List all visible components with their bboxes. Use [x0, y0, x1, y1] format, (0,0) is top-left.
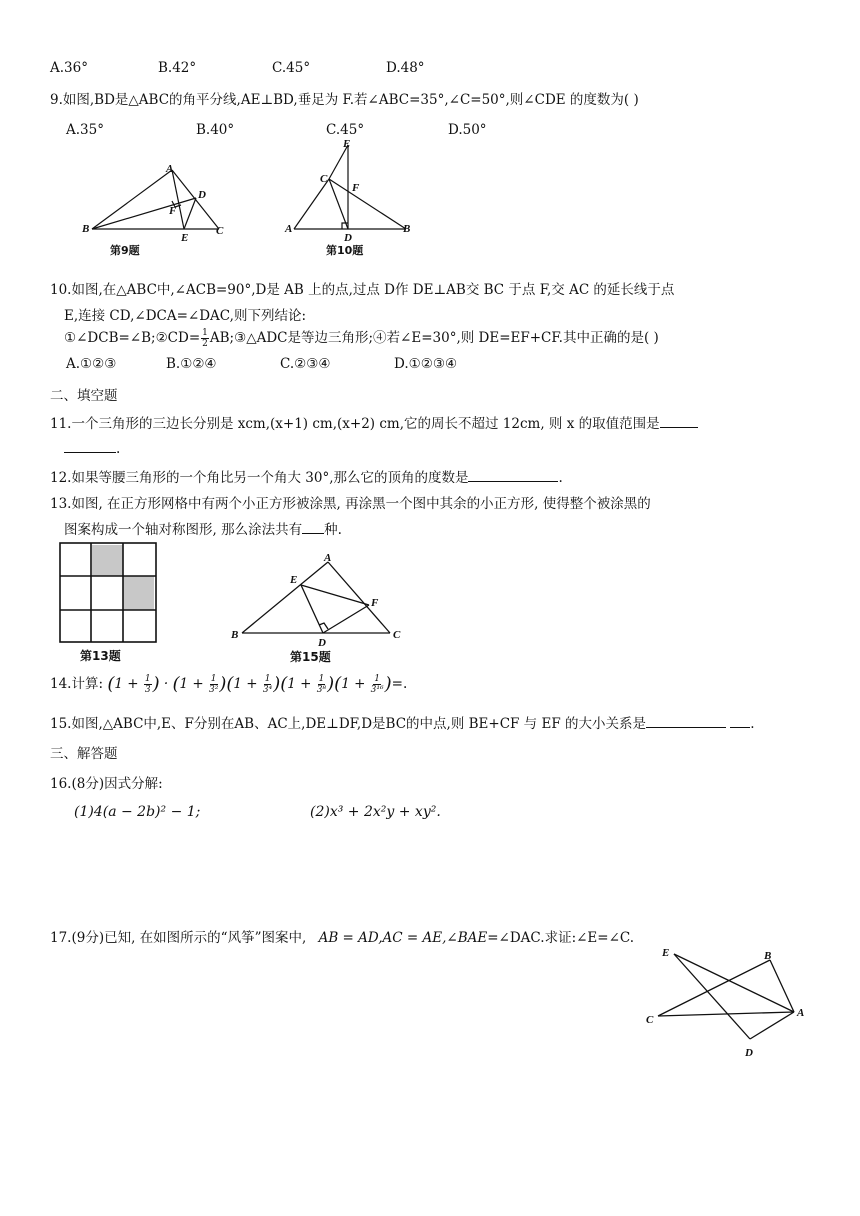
figure-q9 [80, 160, 240, 260]
fig10-label-c: C [320, 173, 328, 185]
fig9-label-c: C [216, 225, 224, 237]
q8-option-a: A.36° [50, 60, 88, 76]
q11-blank-2 [64, 438, 116, 453]
q15-line [50, 712, 755, 732]
q9-option-a: A.35° [66, 122, 104, 138]
q14-term2-num: 1 [210, 674, 217, 684]
q17-text: 17.(9分)已知, 在如图所示的“风筝”图案中, [50, 930, 307, 946]
q17-line [50, 926, 634, 946]
q16-part1: (1)4(a − 2b)² − 1; [74, 804, 201, 820]
fig17-label-e: E [662, 947, 670, 959]
fig15-label-b: B [231, 629, 239, 641]
fig10-label-b: B [403, 223, 411, 235]
q10-line2: E,连接 CD,∠DCA=∠DAC,则下列结论: [64, 308, 306, 324]
q15-blank-2 [730, 713, 750, 728]
q14-term1-num: 1 [144, 674, 151, 684]
q10-option-b: B.①②④ [166, 356, 217, 372]
q14-term3-den: 3⁴ [262, 685, 273, 695]
q12-blank [468, 467, 558, 482]
q14-term4-den: 3⁸ [316, 685, 327, 695]
q10-option-a: A.①②③ [66, 356, 117, 372]
q10-frac-num: 1 [202, 328, 208, 338]
fig9-caption: 第9题 [110, 244, 140, 257]
q10-line1: 10.如图,在△ABC中,∠ACB=90°,D是 AB 上的点,过点 D作 DE⊥AB交 BC 于点 F,交 AC 的延长线于点 [50, 282, 675, 298]
q13-line1: 13.如图, 在正方形网格中有两个小正方形被涂黑, 再涂黑一个图中其余的小正方形, 使得整个被涂黑的 [50, 496, 651, 512]
figure-q15 [228, 548, 412, 668]
q14-term3-num: 1 [264, 674, 271, 684]
q11-period: . [116, 441, 121, 457]
q9-text: 9.如图,BD是△ABC的角平分线,AE⊥BD,垂足为 F.若∠ABC=35°,∠C=50°,则∠CDE 的度数为( ) [50, 92, 639, 108]
q8-option-d: D.48° [386, 60, 425, 76]
fig17-label-a: A [797, 1007, 805, 1019]
q14-term5-num: 1 [374, 674, 381, 684]
q17-math: AB = AD,AC = AE,∠BAE [318, 930, 488, 946]
figure-q13-grid [58, 542, 162, 666]
fig15-label-f: F [371, 597, 379, 609]
q16-part2: (2)x³ + 2x²y + xy². [310, 804, 441, 820]
q13-text: 图案构成一个轴对称图形, 那么涂法共有 [64, 522, 303, 538]
q11-blank-1 [660, 413, 698, 428]
fig17-label-c: C [646, 1014, 654, 1026]
q8-option-c: C.45° [272, 60, 311, 76]
fig17-label-d: D [745, 1047, 753, 1059]
q14-expression: (1 + $\frac{1}{3}$ ) · (1 + $\frac{1}{\text{3²}}$ )(1 + $\frac{1}{\text{3⁴}}$ )(1 + $\frac{1}{\text{3⁸}}$ )(1 + $\frac{1}{\text{3¹⁶}}$ ) [107, 673, 392, 695]
q12-line [50, 466, 563, 486]
q8-option-b: B.42° [158, 60, 197, 76]
fig17-label-b: B [764, 950, 772, 962]
q10-option-d: D.①②③④ [394, 356, 458, 372]
q11-text: 11.一个三角形的三边长分别是 xcm,(x+1) cm,(x+2) cm,它的周长不超过 12cm, 则 x 的取值范围是 [50, 416, 660, 432]
fig15-caption: 第15题 [290, 650, 331, 664]
q10-line3-start: ①∠DCB=∠B;②CD= [64, 330, 201, 346]
q9-option-d: D.50° [448, 122, 487, 138]
q14-term2-den: 3² [209, 685, 219, 695]
fig10-label-d: D [344, 232, 352, 244]
q10-option-c: C.②③④ [280, 356, 331, 372]
q14-prefix: 14.计算: [50, 676, 104, 692]
q17-text-end: =∠DAC.求证:∠E=∠C. [487, 930, 635, 946]
q9-option-b: B.40° [196, 122, 235, 138]
figure-q17-kite [640, 938, 818, 1066]
fig10-caption: 第10题 [326, 244, 364, 257]
q10-line3-end: AB;③△ADC是等边三角形;④若∠E=30°,则 DE=EF+CF.其中正确的是( ) [209, 330, 659, 346]
fig15-label-d: D [318, 637, 326, 649]
q14-term5-den: 3¹⁶ [370, 685, 384, 695]
q10-frac-den: 2 [202, 339, 208, 349]
q12-period: . [558, 470, 563, 486]
figure-q10 [282, 135, 422, 260]
fig9-label-d: D [198, 189, 206, 201]
q14-term1-den: 3 [144, 685, 151, 695]
fig9-label-e: E [181, 232, 189, 244]
q15-text: 15.如图,△ABC中,E、F分别在AB、AC上,DE⊥DF,D是BC的中点,则 BE+CF 与 EF 的大小关系是 [50, 716, 646, 732]
q15-blank-1 [646, 713, 726, 728]
q14-line [50, 672, 407, 697]
fig10-label-e: E [343, 138, 351, 150]
q13-line2 [64, 518, 342, 538]
q10-fraction [201, 328, 209, 349]
q13-text-end: 种. [324, 522, 342, 538]
section-fill-in-title: 二、填空题 [50, 388, 118, 404]
fig9-label-b: B [82, 223, 90, 235]
fig10-label-a: A [285, 223, 293, 235]
q11-line1 [50, 412, 698, 432]
grid-shaded-cell-1 [92, 545, 123, 576]
q15-period: . [750, 716, 755, 732]
q16-text: 16.(8分)因式分解: [50, 776, 163, 792]
q12-text: 12.如果等腰三角形的一个角比另一个角大 30°,那么它的顶角的度数是 [50, 470, 469, 486]
fig9-label-f: F [169, 205, 177, 217]
fig15-label-c: C [393, 629, 401, 641]
q11-line2 [64, 438, 120, 457]
q10-line3 [64, 326, 659, 349]
fig9-label-a: A [166, 163, 174, 175]
q14-term4-num: 1 [318, 674, 325, 684]
q14-suffix: =. [391, 676, 408, 692]
q9-option-c: C.45° [326, 122, 365, 138]
grid-shaded-cell-2 [123, 576, 154, 610]
section-answer-title: 三、解答题 [50, 746, 118, 762]
q13-blank [302, 519, 324, 534]
fig13-caption: 第13题 [80, 649, 121, 663]
fig10-label-f: F [352, 182, 360, 194]
fig15-label-e: E [290, 574, 298, 586]
fig15-label-a: A [324, 552, 332, 564]
